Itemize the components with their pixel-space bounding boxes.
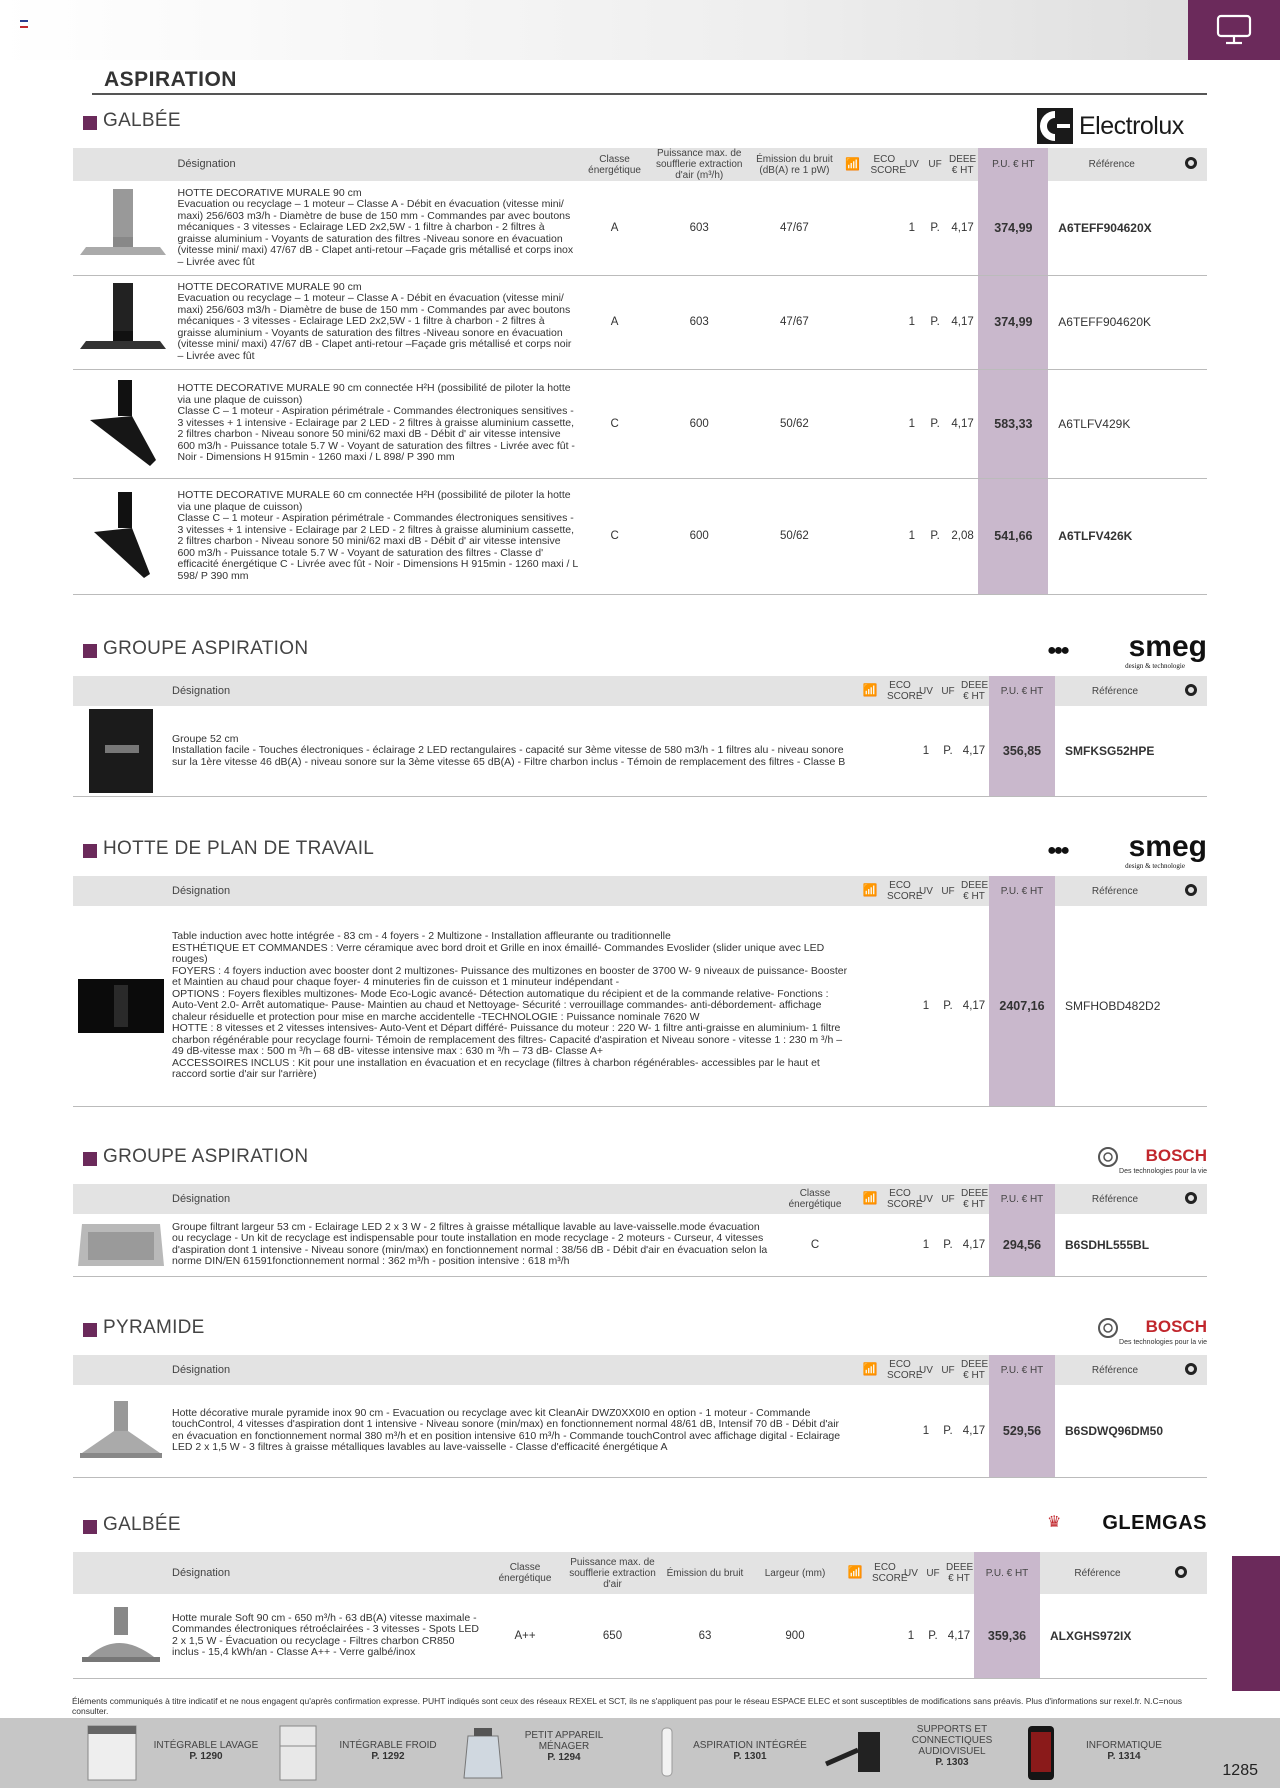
wifi-icon: 📶 xyxy=(847,1565,863,1579)
noise: 63 xyxy=(660,1594,750,1678)
kettle-icon xyxy=(458,1724,508,1782)
settings-icon[interactable] xyxy=(1185,157,1197,169)
brand-name: Electrolux xyxy=(1079,112,1184,140)
col-uf: UF xyxy=(926,1567,940,1579)
section-marker xyxy=(83,1152,97,1166)
energy-class: A xyxy=(583,181,646,275)
airflow: 603 xyxy=(646,181,752,275)
section-title: HOTTE DE PLAN DE TRAVAIL xyxy=(103,838,375,859)
section-title: GROUPE ASPIRATION xyxy=(103,638,309,659)
product-reference[interactable]: A6TEFF904620K xyxy=(1048,275,1175,369)
nav-informatique[interactable] xyxy=(1024,1724,1194,1784)
section-marker xyxy=(83,644,97,658)
nav-label: SUPPORTS ET CONNECTIQUES AUDIOVISUEL xyxy=(911,1724,993,1757)
deee-value: 4,17 xyxy=(959,906,989,1106)
col-uv: UV xyxy=(919,1193,933,1205)
energy-class: A xyxy=(583,275,646,369)
brand-tagline: design & technologie xyxy=(1125,862,1185,870)
hood-group-image xyxy=(89,709,153,793)
unit-price: 359,36 xyxy=(974,1594,1040,1678)
uf-value: P. xyxy=(922,1594,944,1678)
noise: 50/62 xyxy=(752,478,837,594)
col-uf: UF xyxy=(941,1364,955,1376)
flag-icon xyxy=(20,20,28,28)
col-pu: P.U. € HT xyxy=(989,1355,1055,1385)
table-header xyxy=(73,1355,1207,1385)
wifi-icon: 📶 xyxy=(862,883,878,897)
section-pyramide xyxy=(73,1311,1207,1478)
col-reference: Référence xyxy=(1091,685,1139,697)
brand-logo-bosch xyxy=(1097,1140,1207,1184)
curved-hood-image xyxy=(78,1605,164,1667)
range-hood-image xyxy=(80,279,166,365)
col-emission: Émission du bruit (dB(A) re 1 pW) xyxy=(756,153,833,176)
uv-value: 1 xyxy=(900,1594,922,1678)
col-uf: UF xyxy=(941,885,955,897)
col-eco-score: ECO SCORE xyxy=(887,880,923,902)
unit-price: 583,33 xyxy=(978,369,1048,478)
section-marker xyxy=(83,116,97,130)
section-groupe-aspiration-smeg xyxy=(73,632,1207,797)
electrolux-icon xyxy=(1037,108,1073,144)
product-designation: HOTTE DECORATIVE MURALE 90 cm Evacuation ou recyclage – 1 moteur – Classe A - Débit en évacuation (vitesse mini/ maxi) 256/603 m3/h - Diamètre de buse de 150 mm - Commandes par avec boutons mécaniques - 3 vitesses - Eclairage LED 2x2,5W - 1 filtre à charbon - 2 filtres à graisse aluminium - Voyants de saturation des filtres -Niveau sonore en évacuation (vitesse mini/ maxi) 47/67 dB - Clapet anti-retour –Façade gris métallisé et corps noir – Livrée avec fût xyxy=(173,275,582,369)
bosch-icon xyxy=(1097,1146,1119,1168)
nav-label: INTÉGRABLE LAVAGE xyxy=(153,1740,259,1751)
deee-value: 4,17 xyxy=(944,1594,974,1678)
section-marker xyxy=(83,844,97,858)
settings-icon[interactable] xyxy=(1185,684,1197,696)
deee-value: 4,17 xyxy=(947,181,979,275)
col-eco-score: ECO SCORE xyxy=(887,1359,923,1381)
col-classe: Classe énergétique xyxy=(588,153,641,176)
uf-value: P. xyxy=(937,706,959,796)
table-row[interactable] xyxy=(73,275,1207,369)
hood-group-image xyxy=(78,1220,164,1270)
category-tab[interactable] xyxy=(1188,0,1280,60)
col-designation: Désignation xyxy=(177,158,236,170)
brand-tagline: design & technologie xyxy=(1125,662,1185,670)
airflow: 650 xyxy=(565,1594,660,1678)
table-header xyxy=(73,676,1207,706)
disclaimer-note: Éléments communiqués à titre indicatif et ne nous engagent qu'après confirmation expresse. PUHT indiqués sont ceux des réseaux REXEL et SCT, ils ne s'appliquent pas pour le réseau ESPACE ELEC et sont susceptibles de modifications sans préavis. Plus d'informations sur rexel.fr. N.C=nous consulter. xyxy=(72,1696,1183,1716)
product-designation: HOTTE DECORATIVE MURALE 90 cm Evacuation ou recyclage – 1 moteur – Classe A - Débit en évacuation (vitesse mini/ maxi) 256/603 m3/h - Diamètre de buse de 150 mm - Commandes par avec boutons mécaniques - 3 vitesses - Eclairage LED 2x2,5W - 1 filtre à charbon - 2 filtres à graisse aluminium - Voyants de saturation des filtres -Niveau sonore en évacuation (vitesse mini/ maxi) 47/67 dB - Clapet anti-retour –Façade gris métallisé et corps inox – Livrée avec fût xyxy=(173,181,582,275)
table-row[interactable] xyxy=(73,1594,1207,1678)
section-title: PYRAMIDE xyxy=(103,1317,205,1338)
settings-icon[interactable] xyxy=(1185,1363,1197,1375)
unit-price: 2407,16 xyxy=(989,906,1055,1106)
uv-value: 1 xyxy=(915,706,937,796)
wifi-icon: 📶 xyxy=(862,683,878,697)
product-designation: HOTTE DECORATIVE MURALE 60 cm connectée H²H (possibilité de piloter la hotte via une plaque de cuisson) Classe C – 1 moteur - Aspiration périmétrale - Commandes électroniques sensitives - 3 vitesses + 1 intensive - Eclairage par 2 LED - 2 filtres à graisse aluminium cassette, 2 filtres charbon - Niveau sonore 50 mini/62 maxi dB - Débit d' air vitesse intensive 600 m3/h - Puissance totale 5.7 W - Voyant de saturation des filtres - Classe d' efficacité énergétique C - Livrée avec fût - Noir - Dimensions H 915min - 1260 maxi / L 598/ P 390 mm xyxy=(173,478,582,594)
col-eco-score: ECO SCORE xyxy=(887,680,923,702)
col-pu: P.U. € HT xyxy=(989,676,1055,706)
deee-value: 2,08 xyxy=(947,478,979,594)
unit-price: 529,56 xyxy=(989,1385,1055,1477)
induction-hob-image xyxy=(78,979,164,1033)
col-reference: Référence xyxy=(1091,1364,1139,1376)
width-mm: 900 xyxy=(750,1594,840,1678)
settings-icon[interactable] xyxy=(1185,884,1197,896)
product-table xyxy=(73,676,1207,797)
col-deee: DEEE € HT xyxy=(961,1359,989,1381)
dishwasher-icon xyxy=(86,1724,138,1782)
smeg-dots-icon: ●●● xyxy=(1047,642,1067,659)
table-header xyxy=(73,1552,1207,1594)
nav-label: ASPIRATION INTÉGRÉE xyxy=(693,1740,807,1751)
col-designation: Désignation xyxy=(172,1363,231,1376)
monitor-icon xyxy=(1216,14,1252,46)
nav-supports-connectiques[interactable] xyxy=(822,1724,1002,1784)
table-row[interactable] xyxy=(73,1385,1207,1477)
airflow: 603 xyxy=(646,275,752,369)
col-reference: Référence xyxy=(1091,1193,1139,1205)
brand-logo-smeg xyxy=(1047,832,1207,876)
col-deee: DEEE € HT xyxy=(961,680,989,702)
col-reference: Référence xyxy=(1088,159,1135,170)
table-row[interactable] xyxy=(73,369,1207,478)
col-deee: DEEE € HT xyxy=(961,1188,989,1210)
col-designation: Désignation xyxy=(172,1192,231,1205)
product-reference[interactable]: SMFHOBD482D2 xyxy=(1055,906,1175,1106)
section-hotte-plan-travail xyxy=(73,832,1207,1107)
uv-value: 1 xyxy=(900,181,923,275)
col-classe: Classe énergétique xyxy=(788,1188,842,1210)
product-table xyxy=(73,876,1207,1107)
brand-name: smeg xyxy=(1128,630,1207,663)
unit-price: 356,85 xyxy=(989,706,1055,796)
brand-logo-electrolux xyxy=(1037,104,1207,148)
section-marker xyxy=(83,1323,97,1337)
brand-logo-bosch xyxy=(1097,1311,1207,1355)
uv-value: 1 xyxy=(900,478,923,594)
fridge-icon xyxy=(278,1724,318,1782)
product-designation: Groupe 52 cm Installation facile - Touches électroniques - éclairage 2 LED rectangulaires - capacité sur 3ème vitesse de 580 m3/h - 1 filtres alu - niveau sonore sur la 1ère vitesse 46 dB(A) - niveau sonore sur la 3ème vitesse 65 dB(A) - Filtre charbon inclus - Témoin de remplacement des filtres - Classe B xyxy=(168,706,855,796)
deee-value: 4,17 xyxy=(959,1214,989,1276)
col-eco-score: ECO SCORE xyxy=(887,1188,923,1210)
crown-icon: ♛ xyxy=(1047,1514,1062,1531)
settings-icon[interactable] xyxy=(1185,1192,1197,1204)
col-reference: Référence xyxy=(1091,885,1139,897)
product-designation: Hotte murale Soft 90 cm - 650 m³/h - 63 dB(A) vitesse maximale - Commandes électroniques rétroéclairées - 3 vitesses - Spots LED 2 x 1,5 W - Évacuation ou recyclage - Filtres charbon CR850 inclus - 15,4 kWh/an - Classe A++ - Verre galbé/inox xyxy=(168,1594,485,1678)
uv-value: 1 xyxy=(915,1214,937,1276)
deee-value: 4,17 xyxy=(947,275,979,369)
col-deee: DEEE € HT xyxy=(946,1562,974,1584)
product-reference[interactable]: SMFKSG52HPE xyxy=(1055,706,1175,796)
product-reference[interactable]: B6SDWQ96DM50 xyxy=(1055,1385,1175,1477)
col-eco-score: ECO SCORE xyxy=(870,153,907,176)
col-emission: Émission du bruit xyxy=(666,1567,744,1579)
product-reference[interactable]: B6SDHL555BL xyxy=(1055,1214,1175,1276)
product-designation: Table induction avec hotte intégrée - 83 cm - 4 foyers - 2 Multizone - Installation affleurante ou traditionnelle ESTHÉTIQUE ET COMMANDES : Verre céramique avec bord droit et Grille en inox émaillé- Commandes Evoslider (slider unique avec LED rouges) FOYERS : 4 foyers induction avec booster dont 2 multizones- Puissance des multizones en booster de 3700 W- 9 niveaux de puissance- Booster et Maintien au chaud pour chaque foyer- 4 minuteries fin de cuisson et 1 minuteur indépendant - OPTIONS : Foyers flexibles multizones- Mode Eco-Logic avancé- Détection automatique du récipient et de la commande relative- Fonctions : Auto-Vent 2.0- Arrêt automatique- Pause- Maintien au chaud et Nettoyage- Sécurité : verrouillage commandes- anti-débordement- affichage chaleur résiduelle et protection pour mise en marche accidentelle -TECHNOLOGIE : Puissance nominale 7620 W HOTTE : 8 vitesses et 2 vitesses intensives- Auto-Vent et Départ différé- Puissance du moteur : 220 W- 1 filtre anti-graisse en aluminium- 1 filtre charbon régénérable pour recyclage fourni- Témoin de remplacement des filtres- Capacité d'aspiration et Niveau sonore - vitesse 1 : 230 m ³/h – 49 dB-vitesse max : 500 m ³/h – 68 dB- vitesse intensive max : 630 m ³/h – 73 dB- Classe A+ ACCESSOIRES INCLUS : Kit pour une installation en évacuation et en recyclage (filtres à charbon régénérables- accessibles par le haut et raccord sortie d'air sur l'arrière) xyxy=(168,906,855,1106)
col-designation: Désignation xyxy=(172,684,231,697)
section-groupe-aspiration-bosch xyxy=(73,1140,1207,1277)
nav-label: INFORMATIQUE xyxy=(1086,1740,1162,1751)
wifi-icon: 📶 xyxy=(862,1191,878,1205)
product-reference[interactable]: A6TLFV429K xyxy=(1048,369,1175,478)
col-uv: UV xyxy=(904,159,919,170)
uv-value: 1 xyxy=(900,369,923,478)
smartphone-icon xyxy=(1024,1724,1058,1782)
product-table xyxy=(73,1355,1207,1478)
nav-page: P. 1290 xyxy=(189,1751,223,1762)
product-reference[interactable]: A6TEFF904620X xyxy=(1048,181,1175,275)
nav-integrable-froid[interactable] xyxy=(278,1724,468,1784)
bosch-icon xyxy=(1097,1317,1119,1339)
nav-aspiration-integree[interactable] xyxy=(652,1724,832,1784)
brand-name: BOSCH xyxy=(1145,1146,1207,1165)
col-eco-score: ECO SCORE xyxy=(872,1562,908,1584)
deee-value: 4,17 xyxy=(959,706,989,796)
nav-label: PETIT APPAREIL MÉNAGER xyxy=(524,1730,604,1752)
table-row[interactable] xyxy=(73,1214,1207,1276)
table-row[interactable] xyxy=(73,906,1207,1106)
col-pu: P.U. € HT xyxy=(989,876,1055,906)
col-pu: P.U. € HT xyxy=(989,1184,1055,1214)
noise: 47/67 xyxy=(752,275,837,369)
col-designation: Désignation xyxy=(172,884,231,897)
uf-value: P. xyxy=(937,906,959,1106)
section-galbee-electrolux xyxy=(73,104,1207,595)
top-bar xyxy=(0,0,1280,60)
col-puissance: Puissance max. de soufflerie extraction d'air (m³/h) xyxy=(655,148,743,181)
col-puissance: Puissance max. de soufflerie extraction d'air xyxy=(569,1556,656,1590)
noise: 50/62 xyxy=(752,369,837,478)
nav-page: P. 1292 xyxy=(371,1751,405,1762)
section-marker xyxy=(83,1520,97,1534)
product-reference[interactable]: ALXGHS972IX xyxy=(1040,1594,1155,1678)
brand-logo-glemgas xyxy=(1047,1508,1207,1552)
nav-integrable-lavage[interactable] xyxy=(86,1724,286,1784)
uf-value: P. xyxy=(923,478,946,594)
range-hood-image xyxy=(80,376,166,472)
table-row[interactable] xyxy=(73,706,1207,796)
page-number: 1285 xyxy=(1222,1762,1258,1779)
uf-value: P. xyxy=(923,369,946,478)
settings-icon[interactable] xyxy=(1175,1566,1187,1578)
nav-page: P. 1303 xyxy=(935,1757,969,1768)
table-row[interactable] xyxy=(73,478,1207,594)
product-table xyxy=(73,148,1207,595)
brand-logo-smeg xyxy=(1047,632,1207,676)
col-uf: UF xyxy=(928,159,942,170)
uf-value: P. xyxy=(937,1214,959,1276)
col-deee: DEEE € HT xyxy=(961,880,989,902)
section-title: GROUPE ASPIRATION xyxy=(103,1146,309,1167)
col-uv: UV xyxy=(904,1567,918,1579)
airflow: 600 xyxy=(646,369,752,478)
page-title: ASPIRATION xyxy=(104,68,237,91)
col-uv: UV xyxy=(919,1364,933,1376)
col-classe: Classe énergétique xyxy=(498,1562,552,1584)
col-largeur: Largeur (mm) xyxy=(764,1567,826,1579)
energy-class: C xyxy=(775,1214,855,1276)
brand-tagline: Des technologies pour la vie xyxy=(1119,1339,1207,1346)
col-designation: Désignation xyxy=(172,1566,231,1579)
uf-value: P. xyxy=(923,275,946,369)
table-header xyxy=(73,148,1207,181)
col-pu: P.U. € HT xyxy=(974,1552,1040,1594)
table-row[interactable] xyxy=(73,181,1207,275)
brand-tagline: Des technologies pour la vie xyxy=(1119,1168,1207,1175)
nav-page: P. 1301 xyxy=(733,1751,767,1762)
title-divider xyxy=(92,93,1207,95)
brand-name: BOSCH xyxy=(1145,1317,1207,1336)
col-uf: UF xyxy=(941,1193,955,1205)
product-designation: Hotte décorative murale pyramide inox 90 cm - Evacuation ou recyclage avec kit CleanAir DWZ0XX0I0 en option - 1 moteur - Commande touchControl, 4 vitesses d'aspiration dont 1 intensive - Niveau sonore (min/max) en fonctionnement normal 48/61 dB, Intensif 70 dB - Débit d'air en évacuation en fonctionnement normal 380 m³/h et en position intensive 610 m³/h - Commande touchControl avec affichage digital - Eclairage LED 2 x 1,5 W - 3 filtres à graisse métalliques lavables au lave-vaisselle - Classe d'efficacité énergétique A xyxy=(168,1385,855,1477)
unit-price: 374,99 xyxy=(978,275,1048,369)
noise: 47/67 xyxy=(752,181,837,275)
wifi-icon: 📶 xyxy=(862,1362,878,1376)
energy-class: C xyxy=(583,369,646,478)
unit-price: 374,99 xyxy=(978,181,1048,275)
section-title: GALBÉE xyxy=(103,110,181,131)
col-deee: DEEE € HT xyxy=(948,153,977,176)
brand-name: GLEMGAS xyxy=(1102,1512,1207,1534)
col-uf: UF xyxy=(941,685,955,697)
energy-class: C xyxy=(583,478,646,594)
wifi-icon: 📶 xyxy=(845,156,861,171)
bottom-navigation xyxy=(0,1718,1280,1788)
col-pu: P.U. € HT xyxy=(978,148,1048,181)
range-hood-image xyxy=(80,185,166,271)
nav-label: INTÉGRABLE FROID xyxy=(339,1740,437,1751)
col-reference: Référence xyxy=(1074,1567,1121,1579)
uf-value: P. xyxy=(937,1385,959,1477)
section-title: GALBÉE xyxy=(103,1514,181,1535)
uv-value: 1 xyxy=(915,1385,937,1477)
deee-value: 4,17 xyxy=(947,369,979,478)
unit-price: 541,66 xyxy=(978,478,1048,594)
product-table xyxy=(73,1184,1207,1277)
table-header xyxy=(73,1184,1207,1214)
product-reference[interactable]: A6TLFV426K xyxy=(1048,478,1175,594)
uv-value: 1 xyxy=(900,275,923,369)
col-uv: UV xyxy=(919,885,933,897)
smeg-dots-icon: ●●● xyxy=(1047,842,1067,859)
energy-class: A++ xyxy=(485,1594,565,1678)
deee-value: 4,17 xyxy=(959,1385,989,1477)
nav-petit-appareil[interactable] xyxy=(458,1724,638,1784)
unit-price: 294,56 xyxy=(989,1214,1055,1276)
brand-name: smeg xyxy=(1128,830,1207,863)
uf-value: P. xyxy=(923,181,946,275)
col-uv: UV xyxy=(919,685,933,697)
nav-page: P. 1294 xyxy=(547,1752,581,1763)
uv-value: 1 xyxy=(915,906,937,1106)
airflow: 600 xyxy=(646,478,752,594)
product-table xyxy=(73,1552,1207,1679)
nav-page: P. 1314 xyxy=(1107,1751,1141,1762)
product-designation: Groupe filtrant largeur 53 cm - Eclairage LED 2 x 3 W - 2 filtres à graisse métallique lavable au lave-vaisselle.mode évacuation ou recyclage - Un kit de recyclage est indispensable pour toute installation en mode recyclage - 2 moteurs - Curseur, 4 vitesses d'aspiration dont 1 intensive - Niveau sonore (min/max) en fonctionnement normal : 38/56 dB - Débit d'air en évacuation selon la norme DIN/EN 61591fonctionnement normal : 362 m³/h - position intensive : 618 m³/h xyxy=(168,1214,775,1276)
section-galbee-glemgas xyxy=(73,1508,1207,1679)
side-tab[interactable] xyxy=(1232,1556,1280,1691)
product-designation: HOTTE DECORATIVE MURALE 90 cm connectée H²H (possibilité de piloter la hotte via une plaque de cuisson) Classe C – 1 moteur - Aspiration périmétrale - Commandes électroniques sensitives - 3 vitesses + 1 intensive - Eclairage par 2 LED - 2 filtres à graisse aluminium cassette, 2 filtres charbon - Niveau sonore 50 mini/62 maxi dB - Débit d' air vitesse intensive 600 m3/h - Puissance totale 5.7 W - Voyant de saturation des filtres - Livrée avec fût - Noir - Dimensions H 915min - 1260 maxi / L 898/ P 390 mm xyxy=(173,369,582,478)
pyramid-hood-image xyxy=(78,1399,164,1463)
table-header xyxy=(73,876,1207,906)
tv-mount-icon xyxy=(822,1724,892,1782)
range-hood-image xyxy=(80,488,166,584)
vacuum-icon xyxy=(652,1724,682,1782)
